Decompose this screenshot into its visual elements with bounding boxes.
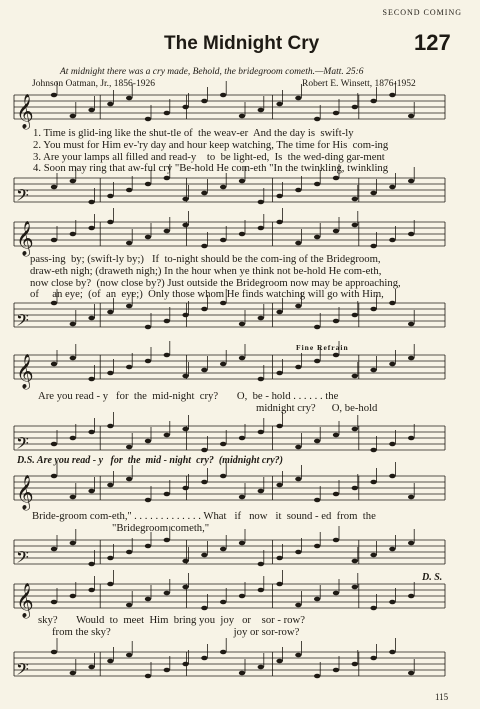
verse-line: 4. Soon may ring that aw-ful cry "Be-hold He com-eth "In the twinkling, twinkling <box>33 162 389 175</box>
notehead <box>126 653 132 658</box>
clef-icon: 𝄞 <box>16 354 34 389</box>
notehead <box>145 117 151 122</box>
notehead <box>352 559 358 564</box>
notehead <box>370 480 376 485</box>
notehead <box>88 226 94 231</box>
notehead <box>70 671 76 676</box>
notehead <box>295 550 301 555</box>
notehead <box>333 492 339 497</box>
notehead <box>182 374 188 379</box>
notehead <box>51 362 57 367</box>
refrain-line-2-echo: "Bridegroom cometh," <box>112 522 210 534</box>
notehead <box>126 550 132 555</box>
notehead <box>408 322 414 327</box>
verse-line: now close by? (now close by?) Just outside the Bridegroom now may be approaching, <box>30 276 401 289</box>
notehead <box>164 591 170 596</box>
notehead <box>276 424 282 429</box>
notehead <box>145 674 151 679</box>
notehead <box>220 185 226 190</box>
notehead <box>145 544 151 549</box>
notehead <box>182 427 188 432</box>
notehead <box>182 662 188 667</box>
notehead <box>164 111 170 116</box>
notehead <box>389 185 395 190</box>
notehead <box>408 594 414 599</box>
clef-icon: 𝄢 <box>16 659 29 683</box>
notehead <box>51 547 57 552</box>
notehead <box>352 223 358 228</box>
notehead <box>333 111 339 116</box>
notehead <box>107 102 113 107</box>
notehead <box>201 307 207 312</box>
notehead <box>370 99 376 104</box>
refrain-line-3: sky? Would to meet Him bring you joy or sor - row? <box>38 614 305 626</box>
notehead <box>408 232 414 237</box>
notehead <box>239 179 245 184</box>
notehead <box>164 176 170 181</box>
clef-icon: 𝄞 <box>16 475 34 510</box>
notehead <box>201 244 207 249</box>
notehead <box>370 656 376 661</box>
notehead <box>333 353 339 358</box>
notehead <box>258 562 264 567</box>
notehead <box>201 99 207 104</box>
refrain-line-3-echo: from the sky? joy or sor-row? <box>52 626 300 638</box>
notehead <box>51 301 57 306</box>
notehead <box>70 179 76 184</box>
notehead <box>370 368 376 373</box>
verse-line: pass-ing by; (swift-ly by;) If to-night should be the com-ing of the Bridegroom, <box>30 253 381 265</box>
clef-icon: 𝄞 <box>16 583 34 618</box>
section-header: SECOND COMING <box>382 8 462 17</box>
refrain-line-1-echo: midnight cry? O, be-hold <box>256 402 378 414</box>
notehead <box>408 671 414 676</box>
notehead <box>220 547 226 552</box>
notehead <box>107 556 113 561</box>
notehead <box>276 194 282 199</box>
notehead <box>201 656 207 661</box>
notehead <box>258 665 264 670</box>
lyricist-credit: Johnson Oatman, Jr., 1856-1926 <box>32 79 155 89</box>
notehead <box>258 316 264 321</box>
notehead <box>107 194 113 199</box>
notehead <box>276 220 282 225</box>
notehead <box>258 200 264 205</box>
verses-block-2 <box>30 254 401 301</box>
notehead <box>51 442 57 447</box>
refrain-line-1: Are you read - y for the mid-night cry? O, be - hold . . . . . . the <box>38 390 339 402</box>
page-number: 115 <box>435 692 449 702</box>
notehead <box>389 600 395 605</box>
notehead <box>389 362 395 367</box>
notehead <box>107 659 113 664</box>
notehead <box>88 108 94 113</box>
notehead <box>352 105 358 110</box>
notehead <box>164 492 170 497</box>
notehead <box>145 359 151 364</box>
notehead <box>258 430 264 435</box>
notehead <box>145 235 151 240</box>
clef-icon: 𝄢 <box>16 310 29 334</box>
notehead <box>352 486 358 491</box>
verse-line: 2. You must for Him ev-'ry day and hour keep watching, The time for His com-ing <box>33 138 389 151</box>
verse-line: 1. Time is glid-ing like the shut-tle of the weav-er And the day is swift-ly <box>33 127 354 139</box>
notehead <box>107 424 113 429</box>
notehead <box>333 591 339 596</box>
notehead <box>314 439 320 444</box>
notehead <box>239 541 245 546</box>
ds-instruction: D.S. Are you read - y for the mid - night cry? (midnight cry?) <box>17 455 284 466</box>
notehead <box>220 650 226 655</box>
notehead <box>145 325 151 330</box>
notehead <box>408 436 414 441</box>
notehead <box>220 301 226 306</box>
notehead <box>70 541 76 546</box>
notehead <box>201 448 207 453</box>
notehead <box>314 498 320 503</box>
notehead <box>164 353 170 358</box>
notehead <box>352 197 358 202</box>
notehead <box>88 588 94 593</box>
notehead <box>51 474 57 479</box>
notehead <box>408 495 414 500</box>
notehead <box>70 232 76 237</box>
notehead <box>370 191 376 196</box>
notehead <box>314 674 320 679</box>
notehead <box>408 356 414 361</box>
hymn-title: The Midnight Cry <box>164 33 320 54</box>
clef-icon: 𝄢 <box>16 547 29 571</box>
notehead <box>239 114 245 119</box>
notehead <box>107 371 113 376</box>
verse-line: draw-eth nigh; (draweth nigh;) In the hour when ye think not be-hold He com-eth, <box>30 264 382 277</box>
notehead <box>164 668 170 673</box>
notehead <box>88 430 94 435</box>
notehead <box>389 650 395 655</box>
notehead <box>239 232 245 237</box>
notehead <box>352 585 358 590</box>
notehead <box>201 480 207 485</box>
composer-credit: Robert E. Winsett, 1876-1952 <box>302 79 416 89</box>
notehead <box>126 304 132 309</box>
notehead <box>107 483 113 488</box>
notehead <box>70 322 76 327</box>
notehead <box>314 325 320 330</box>
notehead <box>220 474 226 479</box>
notehead <box>70 356 76 361</box>
verse-line: 3. Are your lamps all filled and read-y to be light-ed, Is the wed-ding gar-ment <box>33 150 385 163</box>
notehead <box>352 427 358 432</box>
notehead <box>164 229 170 234</box>
notehead <box>295 603 301 608</box>
notehead <box>220 93 226 98</box>
notehead <box>51 185 57 190</box>
notehead <box>145 182 151 187</box>
notehead <box>220 362 226 367</box>
notehead <box>314 182 320 187</box>
notehead <box>295 304 301 309</box>
notehead <box>314 544 320 549</box>
notehead <box>276 371 282 376</box>
notehead <box>276 102 282 107</box>
ds-marker: D. S. <box>422 572 443 583</box>
hymn-number: 127 <box>414 30 451 55</box>
clef-icon: 𝄢 <box>16 185 29 209</box>
notehead <box>389 474 395 479</box>
notehead <box>88 665 94 670</box>
notehead <box>164 538 170 543</box>
notehead <box>126 603 132 608</box>
notehead <box>258 377 264 382</box>
notehead <box>220 442 226 447</box>
notehead <box>182 559 188 564</box>
notehead <box>352 374 358 379</box>
clef-icon: 𝄞 <box>16 221 34 256</box>
notehead <box>107 220 113 225</box>
notehead <box>389 301 395 306</box>
notehead <box>370 244 376 249</box>
notehead <box>408 114 414 119</box>
notehead <box>314 359 320 364</box>
notehead <box>88 377 94 382</box>
notehead <box>239 671 245 676</box>
refrain-label: Refrain <box>317 343 349 352</box>
notehead <box>88 200 94 205</box>
notehead <box>370 606 376 611</box>
notehead <box>389 238 395 243</box>
notehead <box>126 445 132 450</box>
notehead <box>201 606 207 611</box>
notehead <box>88 562 94 567</box>
notehead <box>333 668 339 673</box>
notehead <box>239 495 245 500</box>
notehead <box>51 93 57 98</box>
notehead <box>276 483 282 488</box>
notehead <box>220 600 226 605</box>
notehead <box>126 477 132 482</box>
notehead <box>352 662 358 667</box>
clef-icon: 𝄢 <box>16 433 29 457</box>
notehead <box>295 96 301 101</box>
notehead <box>276 582 282 587</box>
notehead <box>352 313 358 318</box>
notehead <box>258 489 264 494</box>
notehead <box>126 188 132 193</box>
notehead <box>239 594 245 599</box>
notehead <box>239 356 245 361</box>
notehead <box>239 436 245 441</box>
notehead <box>182 223 188 228</box>
notehead <box>182 313 188 318</box>
notehead <box>389 547 395 552</box>
notehead <box>314 117 320 122</box>
notehead <box>145 439 151 444</box>
notehead <box>201 368 207 373</box>
notehead <box>370 307 376 312</box>
notehead <box>295 477 301 482</box>
notehead <box>70 114 76 119</box>
fine-refrain-marker <box>296 343 349 352</box>
notehead <box>70 594 76 599</box>
notehead <box>276 310 282 315</box>
notehead <box>295 241 301 246</box>
notehead <box>276 659 282 664</box>
notehead <box>51 650 57 655</box>
notehead <box>107 582 113 587</box>
verse-line: of an eye; (of an eye;) Only those whom He finds watching will go with Him, <box>30 288 384 301</box>
notehead <box>333 319 339 324</box>
notehead <box>107 310 113 315</box>
notehead <box>276 556 282 561</box>
fine-label: Fine <box>296 343 315 352</box>
notehead <box>258 588 264 593</box>
scripture-epigraph: At midnight there was a cry made, Behold, the bridegroom cometh.—Matt. 25:6 <box>60 67 364 77</box>
notehead <box>408 541 414 546</box>
notehead <box>126 241 132 246</box>
notehead <box>333 433 339 438</box>
notehead <box>258 108 264 113</box>
notehead <box>389 442 395 447</box>
notehead <box>333 176 339 181</box>
notehead <box>126 365 132 370</box>
notehead <box>220 238 226 243</box>
notehead <box>145 597 151 602</box>
notehead <box>182 197 188 202</box>
notehead <box>201 191 207 196</box>
notehead <box>182 585 188 590</box>
notehead <box>201 553 207 558</box>
notehead <box>295 365 301 370</box>
notehead <box>70 495 76 500</box>
notehead <box>370 448 376 453</box>
notehead <box>408 179 414 184</box>
notehead <box>145 498 151 503</box>
notehead <box>51 238 57 243</box>
notehead <box>295 188 301 193</box>
notehead <box>370 553 376 558</box>
notehead <box>164 319 170 324</box>
notehead <box>295 445 301 450</box>
notehead <box>295 653 301 658</box>
notehead <box>182 486 188 491</box>
notehead <box>389 93 395 98</box>
notehead <box>126 96 132 101</box>
refrain-line-2: Bride-groom com-eth,'' . . . . . . . . . . . . . What if now it sound - ed from the <box>32 510 376 522</box>
notehead <box>314 597 320 602</box>
notehead <box>88 489 94 494</box>
notehead <box>164 433 170 438</box>
notehead <box>258 226 264 231</box>
notehead <box>182 105 188 110</box>
notehead <box>88 316 94 321</box>
verses-block-1 <box>33 128 388 175</box>
notehead <box>51 600 57 605</box>
notehead <box>333 538 339 543</box>
clef-icon: 𝄞 <box>16 94 34 129</box>
notehead <box>239 322 245 327</box>
notehead <box>314 235 320 240</box>
notehead <box>70 436 76 441</box>
notehead <box>333 229 339 234</box>
